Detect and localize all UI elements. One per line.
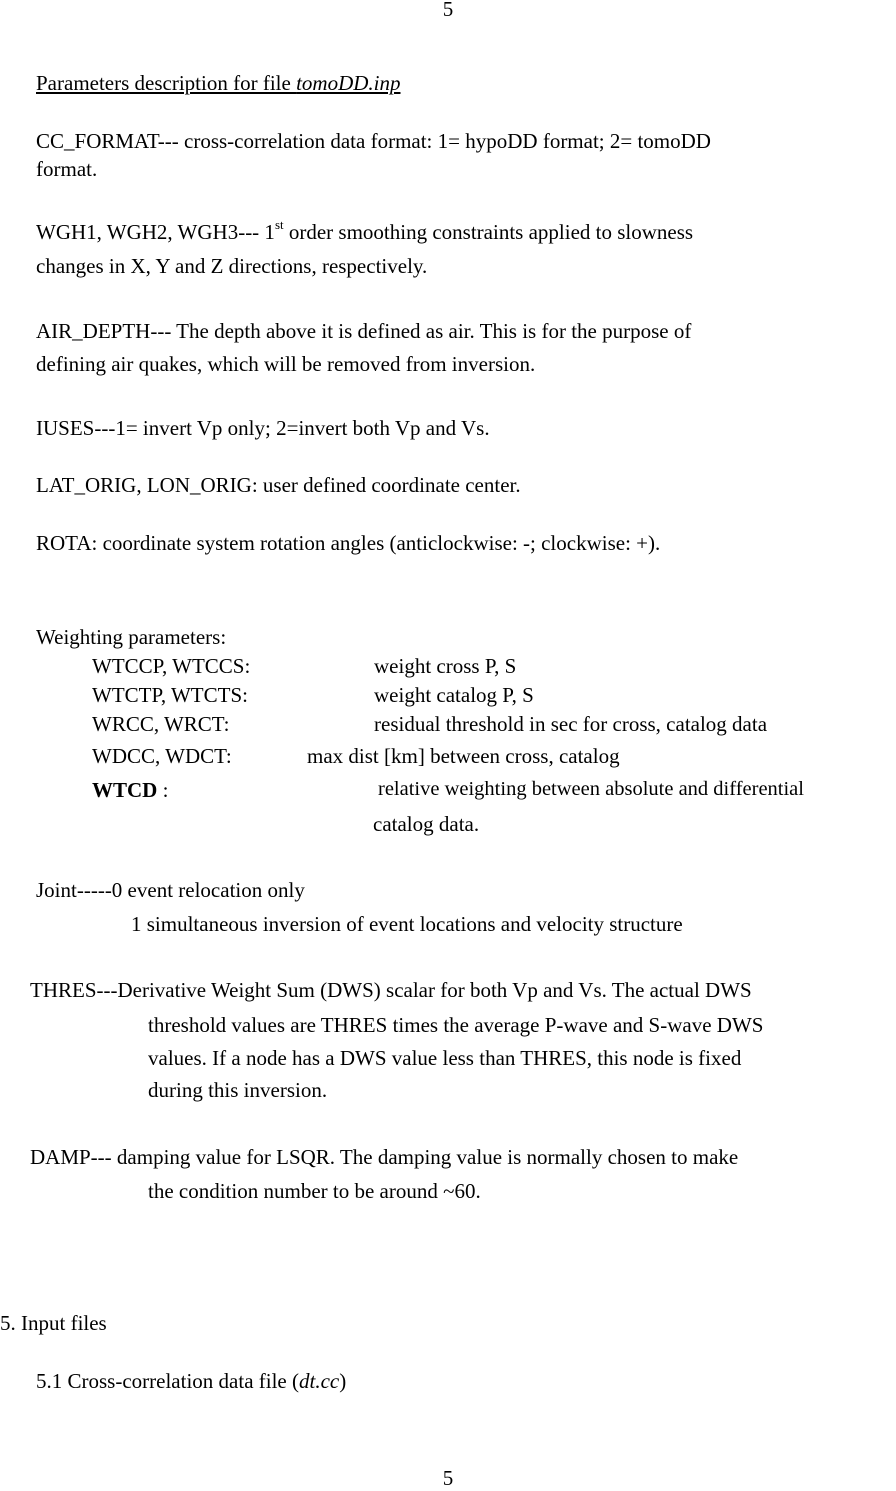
section-5-title: 5. Input files xyxy=(0,1311,107,1335)
thres-line4: during this inversion. xyxy=(148,1078,328,1102)
weight-param-name: WRCC, WRCT: xyxy=(92,712,230,736)
wtcd-desc-line2: catalog data. xyxy=(373,812,480,836)
rota-line: ROTA: coordinate system rotation angles (anticlockwise: -; clockwise: +). xyxy=(36,531,661,555)
section-heading: Parameters description for file tomoDD.inp xyxy=(36,71,401,95)
wgh-line1: WGH1, WGH2, WGH3--- 1st order smoothing constraints applied to slowness xyxy=(36,217,694,244)
weight-param-name: WTCTP, WTCTS: xyxy=(92,683,248,707)
section-5-1-title: 5.1 Cross-correlation data file (dt.cc) xyxy=(36,1369,347,1393)
thres-line2: threshold values are THRES times the average P-wave and S-wave DWS xyxy=(148,1013,764,1037)
cc-format-line1: CC_FORMAT--- cross-correlation data format: 1= hypoDD format; 2= tomoDD xyxy=(36,129,711,153)
weighting-title: Weighting parameters: xyxy=(36,625,227,649)
wgh-line2: changes in X, Y and Z directions, respectively. xyxy=(36,254,428,278)
iuses-line: IUSES---1= invert Vp only; 2=invert both Vp and Vs. xyxy=(36,416,490,440)
air-depth-line1: AIR_DEPTH--- The depth above it is defined as air. This is for the purpose of xyxy=(36,319,692,343)
lat-orig-line: LAT_ORIG, LON_ORIG: user defined coordinate center. xyxy=(36,473,521,497)
damp-line2: the condition number to be around ~60. xyxy=(148,1179,481,1203)
weight-param-desc: weight cross P, S xyxy=(374,654,517,678)
thres-line3: values. If a node has a DWS value less than THRES, this node is fixed xyxy=(148,1046,742,1070)
page-number-bottom: 5 xyxy=(442,1466,454,1490)
weight-param-desc: residual threshold in sec for cross, catalog data xyxy=(374,712,768,736)
weight-param-name: WDCC, WDCT: xyxy=(92,744,232,768)
damp-line1: DAMP--- damping value for LSQR. The damping value is normally chosen to make xyxy=(30,1145,739,1169)
air-depth-line2: defining air quakes, which will be removed from inversion. xyxy=(36,352,536,376)
joint-line2: 1 simultaneous inversion of event locations and velocity structure xyxy=(131,912,683,936)
weight-param-desc: max dist [km] between cross, catalog xyxy=(307,744,620,768)
page-number-top: 5 xyxy=(442,0,454,21)
cc-format-line2: format. xyxy=(36,157,98,181)
weight-param-name: WTCCP, WTCCS: xyxy=(92,654,251,678)
joint-line1: Joint-----0 event relocation only xyxy=(36,878,305,902)
wtcd-name: WTCD : xyxy=(92,778,169,802)
thres-line1: THRES---Derivative Weight Sum (DWS) scalar for both Vp and Vs. The actual DWS xyxy=(30,978,752,1002)
wtcd-desc-line1: relative weighting between absolute and differential xyxy=(378,778,804,800)
weight-param-desc: weight catalog P, S xyxy=(374,683,534,707)
